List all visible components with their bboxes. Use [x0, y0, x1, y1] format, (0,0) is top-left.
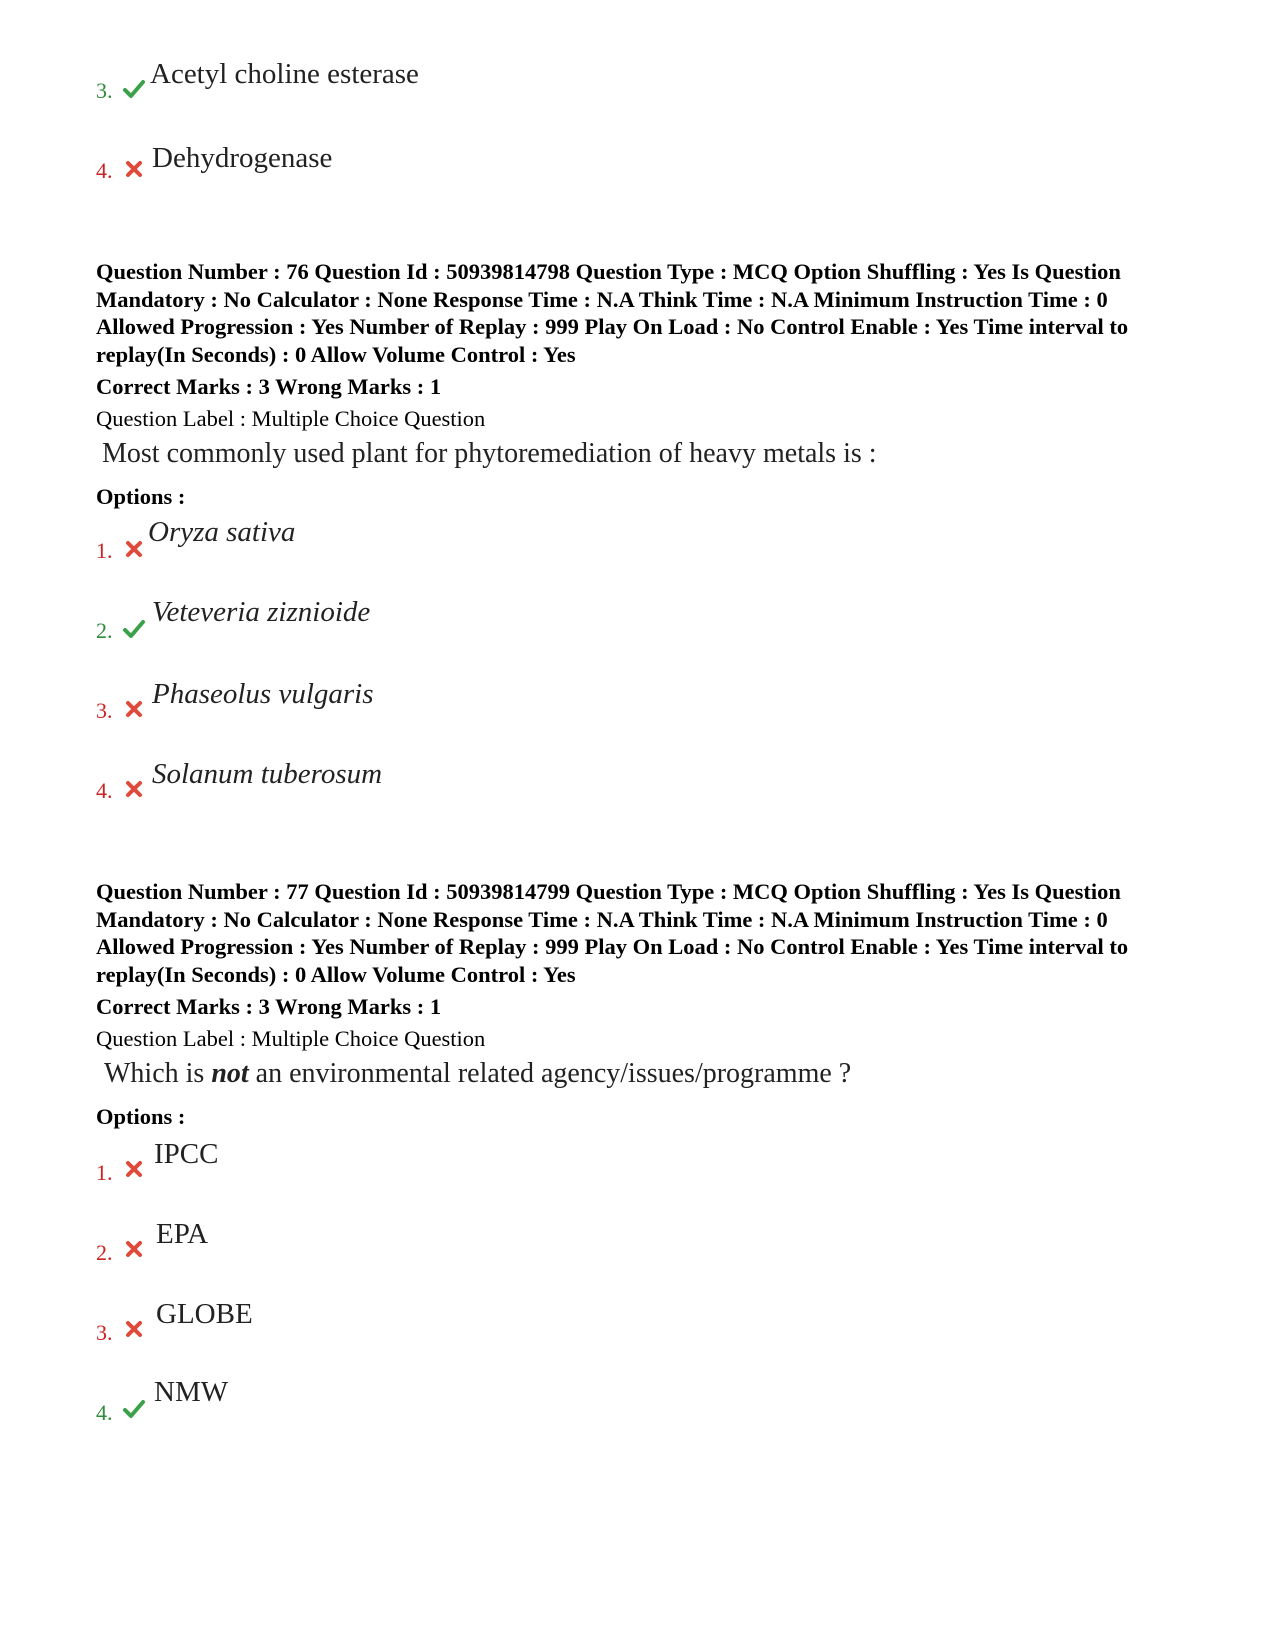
option-text: EPA: [156, 1218, 209, 1250]
option-number: 2.: [96, 1240, 113, 1265]
cross-mark-icon: [122, 1318, 146, 1340]
option-number: 3.: [96, 698, 113, 723]
options-heading: Options :: [96, 484, 186, 509]
check-mark-icon: [122, 618, 146, 640]
cross-mark-icon: [122, 1238, 146, 1260]
cross-mark-icon: [122, 698, 146, 720]
option-text: Veteveria ziznioide: [152, 596, 371, 628]
option-number: 2.: [96, 618, 113, 643]
option-row: [96, 1296, 1186, 1376]
question-text: Most commonly used plant for phytoremediation of heavy metals is :: [102, 438, 877, 469]
option-number: 3.: [96, 1320, 113, 1345]
question-text-part: Which is: [104, 1058, 212, 1089]
option-text: Dehydrogenase: [152, 142, 333, 174]
option-text: IPCC: [154, 1138, 219, 1170]
option-row: [96, 596, 1186, 676]
check-mark-icon: [122, 78, 146, 100]
option-row: [96, 136, 1186, 216]
question-text-part: an environmental related agency/issues/programme ?: [248, 1058, 852, 1089]
option-text: GLOBE: [156, 1298, 253, 1330]
option-row: [96, 1376, 1186, 1456]
option-row: [96, 676, 1186, 756]
question-text-emphasis: not: [211, 1058, 249, 1089]
question-marks: Correct Marks : 3 Wrong Marks : 1: [96, 994, 442, 1019]
option-row: [96, 516, 1186, 596]
question-text: [104, 1058, 1186, 1090]
check-mark-icon: [122, 1398, 146, 1420]
question-label: Question Label : Multiple Choice Question: [96, 1026, 486, 1051]
option-number: 4.: [96, 158, 113, 183]
option-number: 1.: [96, 1160, 113, 1185]
option-number: 4.: [96, 1400, 113, 1425]
option-text: NMW: [154, 1376, 229, 1408]
question-76: [96, 258, 1186, 836]
question-marks: Correct Marks : 3 Wrong Marks : 1: [96, 374, 442, 399]
option-number: 1.: [96, 538, 113, 563]
question-77: [96, 878, 1186, 1456]
question-meta: Question Number : 77 Question Id : 50939814799 Question Type : MCQ Option Shuffling : Yes Is Question Mandatory : No Calculator : None Response Time : N.A Think Time : N.A Minimum Instruction Time : 0 Allowed Progression : Yes Number of Replay : 999 Play On Load : No Control Enable : Yes Time interval to replay(In Seconds) : 0 Allow Volume Control : Yes: [96, 879, 1129, 987]
option-row: [96, 56, 1186, 136]
cross-mark-icon: [122, 538, 146, 560]
option-row: [96, 756, 1186, 836]
option-number: 3.: [96, 78, 113, 103]
option-text: Acetyl choline esterase: [150, 58, 419, 90]
option-text: Oryza sativa: [148, 516, 296, 548]
option-number: 4.: [96, 778, 113, 803]
question-meta: Question Number : 76 Question Id : 50939814798 Question Type : MCQ Option Shuffling : Yes Is Question Mandatory : No Calculator : None Response Time : N.A Think Time : N.A Minimum Instruction Time : 0 Allowed Progression : Yes Number of Replay : 999 Play On Load : No Control Enable : Yes Time interval to replay(In Seconds) : 0 Allow Volume Control : Yes: [96, 259, 1129, 367]
option-text: Phaseolus vulgaris: [152, 678, 374, 710]
cross-mark-icon: [122, 158, 146, 180]
options-list: [96, 1136, 1186, 1456]
cross-mark-icon: [122, 778, 146, 800]
cross-mark-icon: [122, 1158, 146, 1180]
option-row: [96, 1136, 1186, 1216]
question-label: Question Label : Multiple Choice Question: [96, 406, 486, 431]
option-text: Solanum tuberosum: [152, 758, 383, 790]
options-heading: Options :: [96, 1104, 186, 1129]
option-row: [96, 1216, 1186, 1296]
prev-question-options: [96, 56, 1186, 216]
options-list: [96, 516, 1186, 836]
